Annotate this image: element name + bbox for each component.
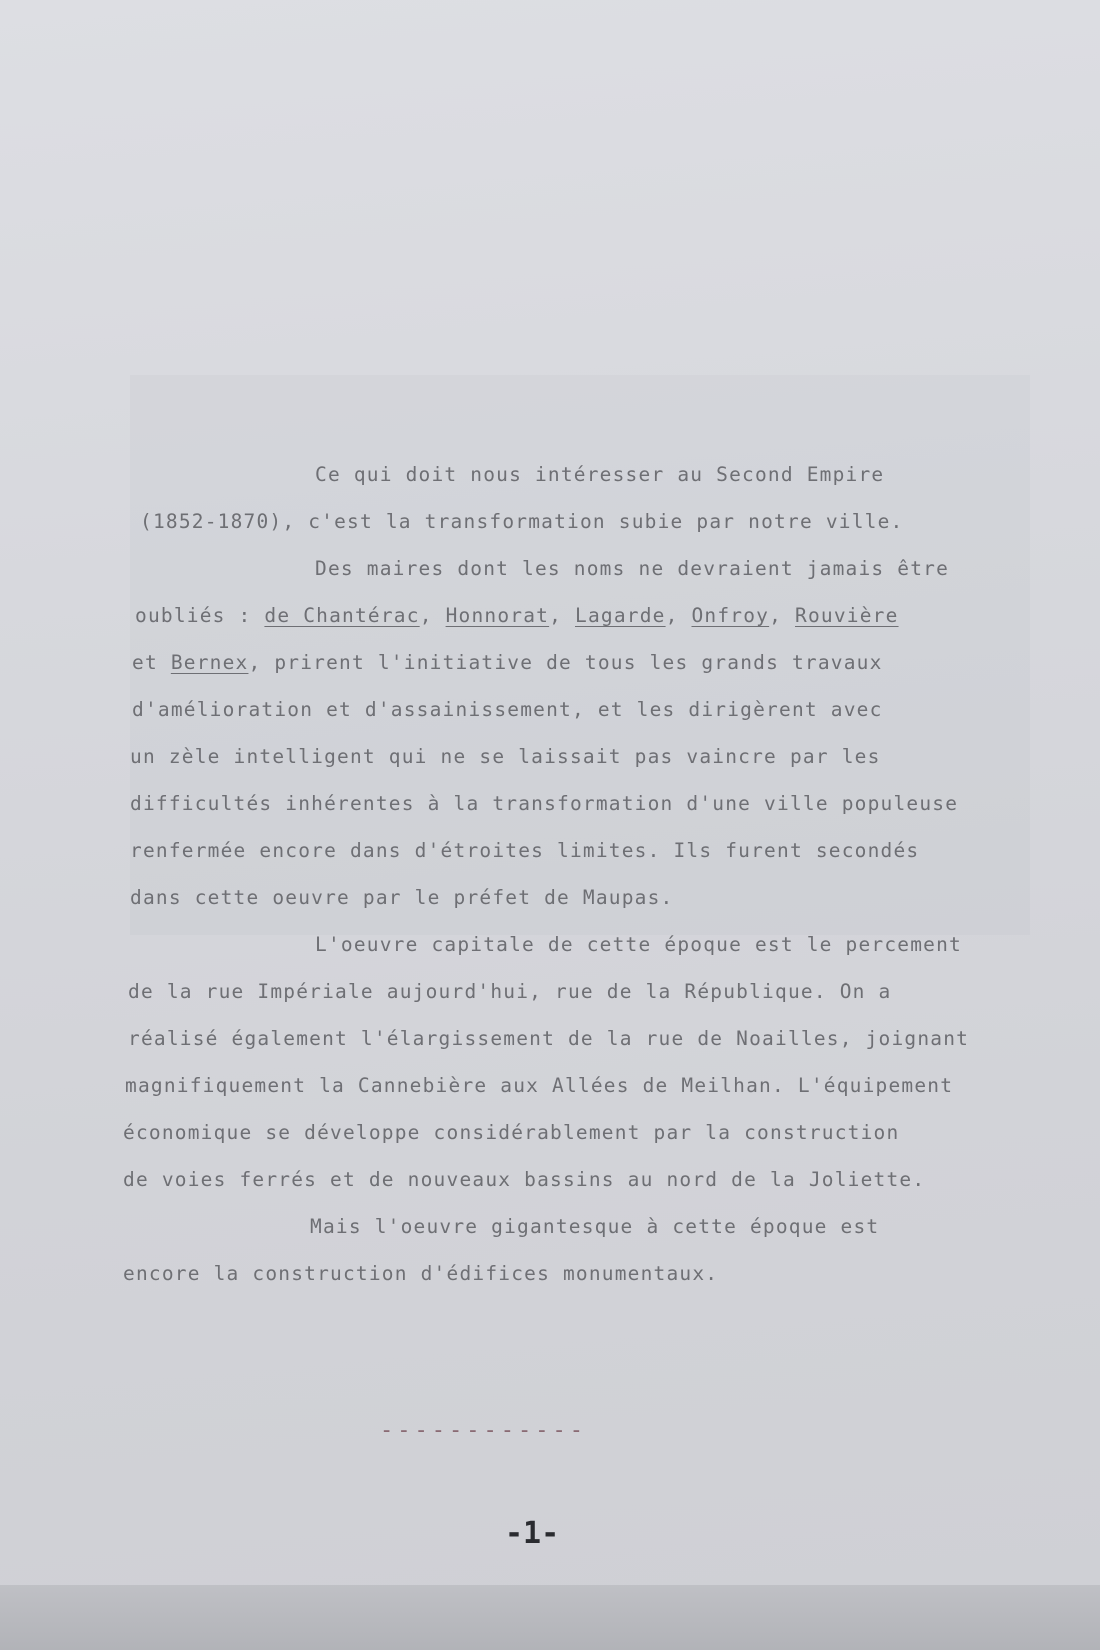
line-prefix: oubliés : [135, 604, 265, 627]
section-separator: ------------ [380, 1418, 587, 1443]
mayor-name: Onfroy [691, 604, 770, 627]
paragraph-3-line-2: de la rue Impériale aujourd'hui, rue de la République. On a [128, 980, 892, 1003]
line-prefix: et [132, 651, 171, 674]
paragraph-2-line-7: renfermée encore dans d'étroites limites. Ils furent secondés [130, 839, 920, 862]
paragraph-3-line-1: L'oeuvre capitale de cette époque est le percement [315, 933, 962, 956]
mayor-name: Honnorat [445, 604, 550, 627]
paragraph-2-line-2 [135, 601, 899, 631]
separator-text: , [419, 604, 446, 627]
paragraph-2-line-5: un zèle intelligent qui ne se laissait pas vaincre par les [130, 745, 881, 768]
page-bottom-shadow [0, 1585, 1100, 1650]
paragraph-2-line-4: d'amélioration et d'assainissement, et les dirigèrent avec [132, 698, 883, 721]
mayor-name: Bernex [170, 651, 249, 674]
paragraph-2-line-8: dans cette oeuvre par le préfet de Maupas. [130, 886, 674, 909]
separator-text: , [665, 604, 692, 627]
paragraph-1-line-1: Ce qui doit nous intéresser au Second Empire [315, 463, 885, 486]
mayor-name: Lagarde [575, 604, 666, 627]
paragraph-1-line-2: (1852-1870), c'est la transformation subie par notre ville. [140, 510, 904, 533]
line-suffix: , prirent l'initiative de tous les grands travaux [248, 651, 883, 674]
paragraph-3-line-3: réalisé également l'élargissement de la rue de Noailles, joignant [128, 1027, 970, 1050]
paragraph-2-line-3 [132, 648, 883, 678]
paragraph-4-line-1: Mais l'oeuvre gigantesque à cette époque est [310, 1215, 880, 1238]
paragraph-2-line-6: difficultés inhérentes à la transformation d'une ville populeuse [130, 792, 959, 815]
mayor-name: de Chantérac [264, 604, 420, 627]
paragraph-2-line-1: Des maires dont les noms ne devraient jamais être [315, 557, 950, 580]
separator-text: , [549, 604, 575, 627]
paragraph-4-line-2: encore la construction d'édifices monumentaux. [123, 1262, 719, 1285]
mayor-name: Rouvière [795, 604, 899, 627]
paragraph-3-line-6: de voies ferrés et de nouveaux bassins au nord de la Joliette. [123, 1168, 926, 1191]
separator-text: , [769, 604, 796, 627]
page-number: -1- [505, 1516, 560, 1551]
paragraph-3-line-4: magnifiquement la Cannebière aux Allées de Meilhan. L'équipement [125, 1074, 954, 1097]
paragraph-3-line-5: économique se développe considérablement par la construction [123, 1121, 900, 1144]
